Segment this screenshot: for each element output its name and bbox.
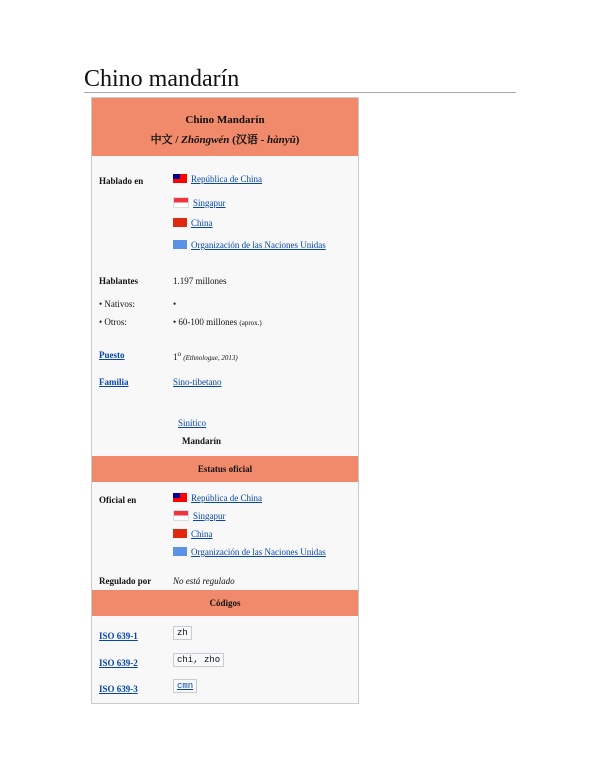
flag-roc-icon: [173, 493, 187, 502]
others-note: (aprox.): [239, 319, 262, 327]
spoken-in-link[interactable]: Singapur: [193, 198, 226, 208]
family-sub2: Mandarín: [182, 436, 222, 446]
flag-singapore-icon: [173, 510, 189, 521]
spoken-in-link[interactable]: República de China: [191, 174, 262, 184]
official-in-label: Oficial en: [99, 495, 137, 505]
regulated-label: Regulado por: [99, 576, 152, 586]
flag-china-icon: [173, 218, 187, 227]
rank-value: [173, 350, 238, 362]
infobox-header: [92, 98, 358, 156]
others-amount: • 60-100 millones: [173, 317, 238, 327]
spoken-in-item[interactable]: [173, 218, 213, 228]
native-close: ): [295, 134, 300, 146]
rank-number: 1: [173, 352, 178, 362]
iso1-value: [173, 627, 192, 638]
native-name: [92, 131, 358, 147]
official-in-link[interactable]: Organización de las Naciones Unidas: [191, 547, 326, 557]
language-infobox: [91, 97, 359, 704]
title-divider: [84, 92, 516, 93]
rank-ordinal: o: [177, 350, 181, 358]
spoken-in-item[interactable]: [173, 240, 326, 250]
regulated-value: No está regulado: [173, 576, 235, 586]
iso3-link[interactable]: ISO 639-3: [99, 684, 138, 694]
iso2-code: chi, zho: [173, 653, 224, 667]
iso2-value: [173, 654, 224, 665]
native-romanization: Zhōngwén: [181, 134, 230, 146]
official-in-item[interactable]: [173, 493, 262, 503]
iso2-link[interactable]: ISO 639-2: [99, 658, 138, 668]
rank-link[interactable]: Puesto: [99, 350, 125, 360]
native-alt: (汉语 -: [229, 134, 267, 146]
official-in-link[interactable]: República de China: [191, 493, 262, 503]
official-in-item[interactable]: [173, 547, 326, 557]
speakers-label: Hablantes: [99, 276, 139, 286]
family-value-link[interactable]: Sino-tibetano: [173, 377, 222, 387]
others-value: [173, 317, 262, 327]
flag-un-icon: [173, 547, 187, 556]
family-value[interactable]: [173, 377, 222, 387]
spoken-in-label: Hablado en: [99, 176, 144, 186]
native-separator: /: [172, 134, 182, 146]
infobox-title: Chino Mandarín: [185, 114, 265, 126]
family-link[interactable]: Familia: [99, 377, 129, 387]
family-sub1[interactable]: [178, 418, 206, 428]
official-in-link[interactable]: China: [191, 529, 213, 539]
rank-note: (Ethnologue, 2013): [183, 354, 238, 362]
spoken-in-item[interactable]: [173, 174, 262, 184]
others-label: • Otros:: [99, 317, 127, 327]
official-in-item[interactable]: [173, 529, 213, 539]
flag-un-icon: [173, 240, 187, 249]
iso3-code-link[interactable]: cmn: [173, 679, 197, 693]
family-sub1-link[interactable]: Sinítico: [178, 418, 207, 428]
spoken-in-item[interactable]: [173, 198, 226, 209]
flag-roc-icon: [173, 174, 187, 183]
spoken-in-link[interactable]: China: [191, 218, 213, 228]
official-in-item[interactable]: [173, 511, 226, 522]
flag-china-icon: [173, 529, 187, 538]
page-title: Chino mandarín: [84, 66, 240, 92]
speakers-value: 1.197 millones: [173, 276, 227, 286]
official-status-header: Estatus oficial: [92, 456, 358, 482]
iso1-code: zh: [173, 626, 192, 640]
codes-header: Códigos: [92, 590, 358, 616]
spoken-in-link[interactable]: Organización de las Naciones Unidas: [191, 240, 326, 250]
natives-label: • Nativos:: [99, 299, 135, 309]
iso1-link[interactable]: ISO 639-1: [99, 631, 138, 641]
natives-value: •: [173, 299, 177, 309]
official-in-link[interactable]: Singapur: [193, 511, 226, 521]
flag-singapore-icon: [173, 197, 189, 208]
native-alt-romanization: hànyǔ: [267, 134, 296, 146]
native-chars: 中文: [150, 134, 173, 146]
iso3-value[interactable]: [173, 680, 197, 691]
